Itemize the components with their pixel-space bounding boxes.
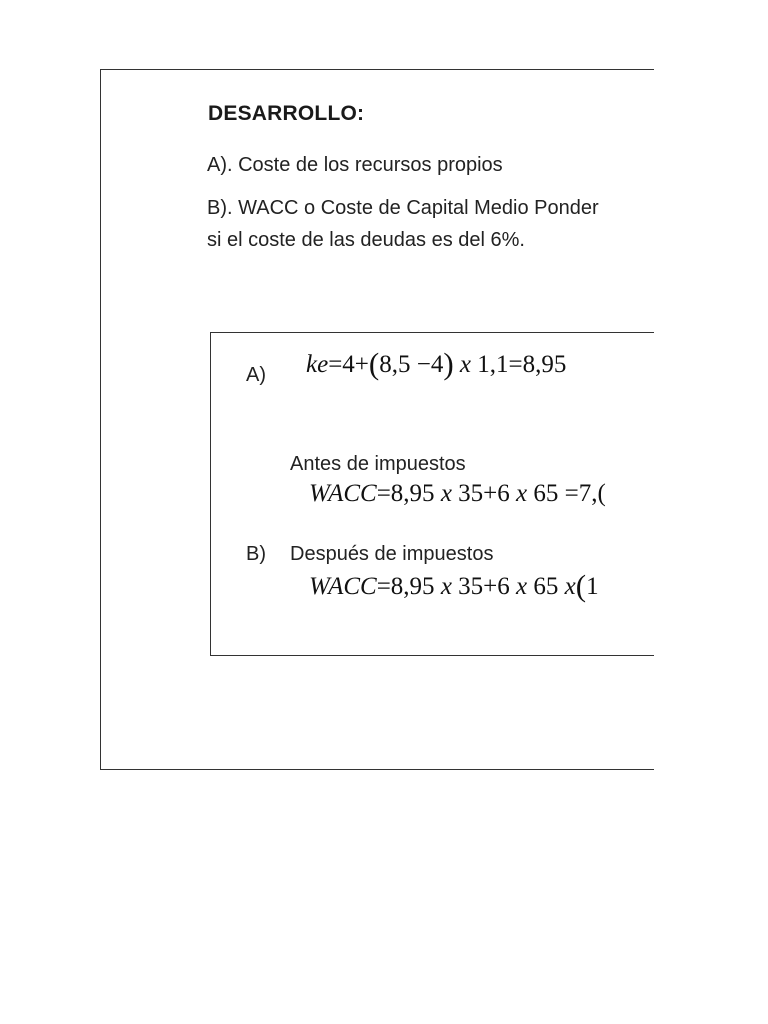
formula-despues-part2: 35+6 [451,573,517,600]
answer-b-label: B) [246,543,266,565]
formula-antes-times2: x [516,480,528,507]
formula-ke-inner: 8,5 −4 [379,351,444,378]
formula-antes-times1: x [440,480,452,507]
formula-antes-part2: 35+6 [451,480,517,507]
formula-ke-paren-open: ( [368,346,380,381]
formula-despues-part3: 65 [527,573,565,600]
formula-ke-var: ke [306,351,329,378]
answer-a-label: A) [246,364,266,386]
formula-ke [306,346,566,382]
formula-ke-part1: =4+ [328,351,369,378]
formula-despues-times1: x [440,573,452,600]
formula-wacc-despues [309,568,599,604]
formula-ke-part2: 1,1=8,95 [477,351,567,378]
question-b-line2: si el coste de las deudas es del 6%. [207,229,525,251]
formula-despues-part1: =8,95 [376,573,441,600]
question-a: A). Coste de los recursos propios [207,154,503,176]
section-heading: DESARROLLO: [208,102,365,125]
formula-despues-times2: x [516,573,528,600]
formula-despues-part4: 1 [586,573,599,600]
formula-antes-part3: 65 =7,( [527,480,606,507]
formula-ke-times: x [459,351,472,378]
formula-despues-times3: x [564,573,576,600]
formula-ke-paren-close: ) [443,346,454,381]
formula-despues-paren-open: ( [575,568,587,603]
antes-label: Antes de impuestos [290,453,466,475]
formula-wacc-antes [309,480,606,508]
formula-antes-part1: =8,95 [376,480,441,507]
formula-despues-var: WACC [309,573,377,600]
formula-antes-var: WACC [309,480,377,507]
despues-label: Después de impuestos [290,543,494,565]
question-b-line1: B). WACC o Coste de Capital Medio Ponder [207,197,599,219]
